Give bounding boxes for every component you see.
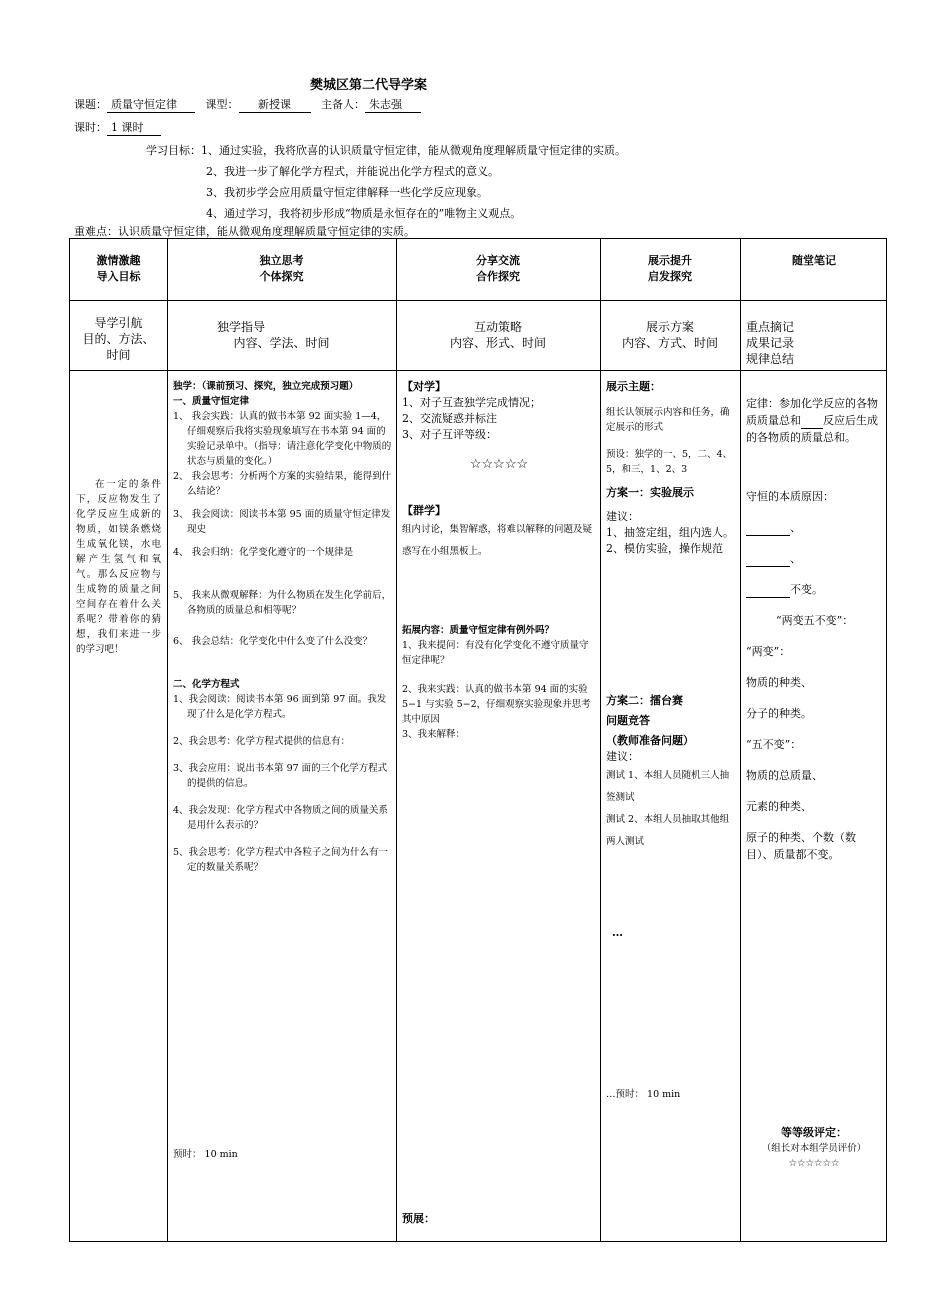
- presentation-column: [600, 379, 740, 941]
- self-study-column: [167, 379, 396, 875]
- grade-evaluation: [740, 1125, 888, 1171]
- keep-item-1: 物质的总质量、: [746, 769, 823, 782]
- self-study-intro: 独学：（课前预习、探究，独立完成预习题）: [173, 381, 359, 392]
- grade-stars: ☆☆☆☆☆☆: [788, 1158, 840, 1169]
- presentation-preset: 预设：独学的一、5，二、4、5，和三，1、2、3: [606, 449, 733, 475]
- group-study-title: 【群学】: [402, 504, 446, 517]
- section-1-title: 一、质量守恒定律: [173, 396, 250, 407]
- ext-item-3: 3、我来解释：: [402, 729, 466, 740]
- pair-item-1: 1、对子互查独学完成情况；: [402, 396, 541, 409]
- objective-2: 2、我进一步了解化学方程式，并能说出化学方程式的意义。: [206, 165, 499, 178]
- law-definition: 定律：参加化学反应的各物质质量总和 反应后生成的各物质的质量总和。: [746, 397, 878, 444]
- header-col-4: 展示提升 启发探究: [648, 254, 692, 283]
- lesson-hours-row: [74, 120, 161, 136]
- subheader-col-4: 展示方案 内容、方式、时间: [621, 320, 718, 350]
- preparer-value: 朱志强: [365, 97, 421, 113]
- presentation-ellipsis: …: [612, 926, 623, 939]
- hours-value: 1 课时: [107, 120, 161, 136]
- grade-note: （组长对本组学员评价）: [761, 1143, 867, 1154]
- header-col-1: 激情激趣 导入目标: [96, 254, 141, 283]
- ext-item-2: 2、我来实践：认真的做书本第 94 面的实验 5−1 与实验 5−2，仔细观察实验现象并思考其中原因: [402, 684, 591, 725]
- five-keep-label: “五不变”：: [746, 738, 802, 751]
- plan-2-subtitle: 问题竞答: [606, 714, 650, 727]
- sec1-item-3: 3、 我会阅读：阅读书本第 95 面的质量守恒定律发现史: [173, 509, 391, 535]
- presentation-theme-title: 展示主题：: [606, 380, 661, 393]
- type-value: 新授课: [239, 97, 311, 113]
- objective-3: 3、我初步学会应用质量守恒定律解释一些化学反应现象。: [206, 186, 488, 199]
- reason-blank-2: 、: [746, 550, 882, 567]
- sec1-item-6: 6、 我会总结：化学变化中什么变了什么没变？: [173, 636, 373, 647]
- intro-paragraph: 在一定的条件下，反应物发生了化学反应生成新的物质，如镁条燃烧生成氧化镁，水电解产生氢气和氧气。那么反应物与生成物的质量之间空间存在着什么关系呢？带着你的猜想，我们来进一步的学习吧！: [76, 479, 161, 655]
- two-change-label: “两变”：: [746, 645, 791, 658]
- extension-title: 拓展内容：质量守恒定律有例外吗？: [402, 625, 555, 636]
- plan-1-item-2: 2、模仿实验，操作规范: [606, 542, 723, 555]
- plan-1-title: 方案一：实验展示: [606, 486, 694, 499]
- group-study-text: 组内讨论，集智解惑，将难以解释的问题及疑惑写在小组黑板上。: [402, 524, 593, 557]
- preparer-label: 主备人：: [321, 98, 365, 111]
- pair-study-title: 【对学】: [402, 380, 446, 393]
- type-label: 课型：: [205, 98, 239, 111]
- cooperation-time: 预展：: [402, 1212, 435, 1225]
- plan-1-suggest-label: 建议：: [606, 510, 639, 523]
- pair-rating-stars: ☆☆☆☆☆: [469, 457, 529, 472]
- section-2-title: 二、化学方程式: [173, 679, 240, 690]
- reason-blank-3: 不变。: [746, 581, 882, 598]
- two-change-five-keep-title: “两变五不变”：: [776, 614, 854, 627]
- objectives-label: 学习目标：: [146, 144, 201, 157]
- pair-item-3: 3、对子互评等级：: [402, 428, 497, 441]
- sec2-item-2: 2、我会思考：化学方程式提供的信息有：: [173, 736, 351, 747]
- ext-item-1: 1、我来提问：有没有化学变化不遵守质量守恒定律呢？: [402, 640, 589, 666]
- cooperation-column: [396, 379, 600, 742]
- conservation-reason: 守恒的本质原因：: [746, 490, 834, 503]
- presentation-theme-text: 组长认领展示内容和任务，确定展示的形式: [606, 407, 730, 433]
- objective-4: 4、通过学习，我将初步形成“物质是永恒存在的”唯物主义观点。: [206, 207, 522, 220]
- plan-2-item-1: 测试 1、本组人员随机三人抽签测试: [606, 770, 730, 803]
- subheader-col-2: 独学指导 内容、学法、时间: [217, 320, 330, 350]
- subject-label: 课题：: [74, 98, 107, 111]
- document-title: 樊城区第二代导学案: [310, 78, 428, 93]
- header-col-2: 独立思考 个体探究: [259, 254, 304, 283]
- lesson-meta-row: [74, 97, 421, 113]
- sec1-item-4: 4、 我会归纳：化学变化遵守的一个规律是: [173, 547, 354, 558]
- self-study-time: 预时： 10 min: [173, 1149, 238, 1160]
- plan-2-item-2: 测试 2、本组人员抽取其他组两人测试: [606, 814, 730, 847]
- plan-1-item-1: 1、抽签定组，组内选人。: [606, 526, 734, 539]
- header-col-3: 分享交流 合作探究: [476, 254, 520, 283]
- sec2-item-4: 4、我会发现：化学方程式中各物质之间的质量关系是用什么表示的？: [173, 805, 389, 831]
- change-item-2: 分子的种类。: [746, 707, 812, 720]
- change-item-1: 物质的种类、: [746, 676, 812, 689]
- subheader-col-5: 重点摘记 成果记录 规律总结: [746, 320, 795, 366]
- key-points: 重难点：认识质量守恒定律，能从微观角度理解质量守恒定律的实质。: [74, 225, 415, 238]
- reason-blank-1: 、: [746, 519, 882, 536]
- subject-value: 质量守恒定律: [107, 97, 195, 113]
- plan-2-note: （教师准备问题）: [606, 734, 694, 747]
- notes-column: [740, 395, 888, 863]
- subheader-col-1: 导学引航 目的、方法、 时间: [82, 316, 155, 362]
- sec1-item-1: 1、 我会实践：认真的做书本第 92 面实验 1—4，仔细观察后我将实验现象填写在书本第 94 面的实验记录单中。（指导：请注意化学变化中物质的状态与质量的变化。）: [173, 411, 392, 467]
- guide-table: [69, 238, 887, 1242]
- subheader-col-3: 互动策略 内容、形式、时间: [449, 320, 546, 350]
- sec1-item-5: 5、 我来从微观解释：为什么物质在发生化学前后，各物质的质量总和相等呢？: [173, 590, 392, 616]
- objective-1: 学习目标：1、通过实验，我将欣喜的认识质量守恒定律，能从微观角度理解质量守恒定律的实质。: [146, 144, 626, 157]
- sec2-item-1: 1、我会阅读：阅读书本第 96 面到第 97 面。我发现了什么是化学方程式。: [173, 694, 387, 720]
- pair-item-2: 2、交流疑惑并标注: [402, 412, 497, 425]
- keep-item-2: 元素的种类、: [746, 800, 812, 813]
- sec1-item-2: 2、 我会思考：分析两个方案的实验结果，能得到什么结论？: [173, 471, 392, 497]
- sec2-item-3: 3、我会应用：说出书本第 97 面的三个化学方程式的提供的信息。: [173, 763, 388, 789]
- grade-title: 等等级评定：: [781, 1126, 847, 1139]
- hours-label: 课时：: [74, 121, 107, 134]
- presentation-time: …预时： 10 min: [606, 1089, 681, 1100]
- keep-item-3: 原子的种类、个数（数目）、质量都不变。: [746, 831, 856, 861]
- plan-2-suggest-label: 建议：: [606, 750, 639, 763]
- sec2-item-5: 5、我会思考：化学方程式中各粒子之间为什么有一定的数量关系呢？: [173, 847, 389, 873]
- header-col-5: 随堂笔记: [792, 254, 836, 267]
- plan-2-title: 方案二：擂台赛: [606, 694, 683, 707]
